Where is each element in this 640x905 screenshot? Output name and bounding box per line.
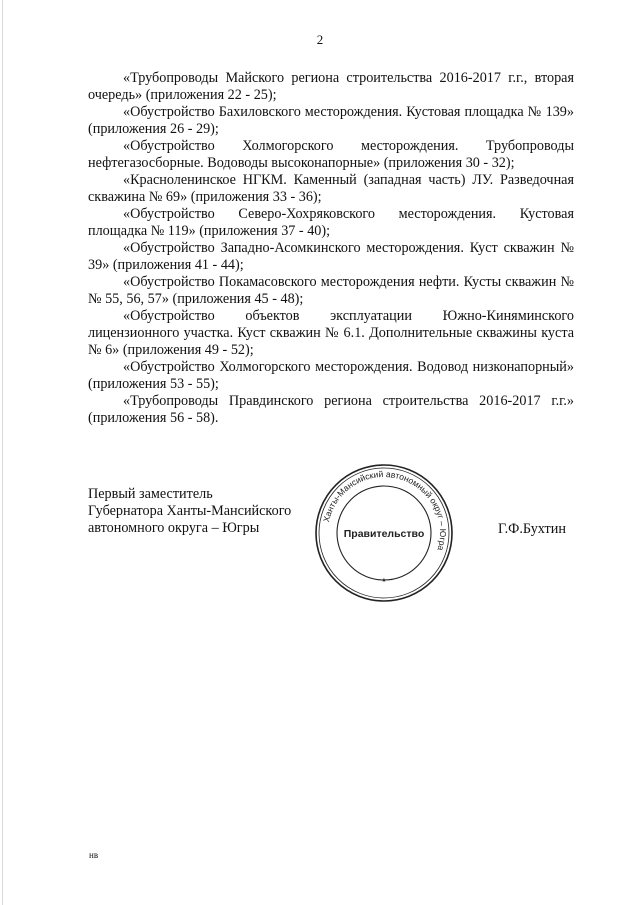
seal-center-text: Правительство	[343, 528, 425, 540]
scan-edge-line	[2, 0, 3, 905]
signatory-title-line: автономного округа – Югры	[88, 520, 260, 536]
footer-code: нв	[89, 850, 99, 860]
project-list	[88, 70, 574, 427]
official-seal	[312, 461, 456, 605]
project-item: «Красноленинское НГКМ. Каменный (западная часть) ЛУ. Разведочная скважина № 69» (приложения 33 - 36);	[88, 172, 574, 205]
project-item: «Обустройство Покамасовского месторождения нефти. Кусты скважин №№ 55, 56, 57» (приложения 45 - 48);	[88, 274, 574, 307]
signatory-name: Г.Ф.Бухтин	[498, 521, 566, 537]
project-item: «Обустройство объектов эксплуатации Южно-Киняминского лицензионного участка. Куст скважин № 6.1. Дополнительные скважины куста № 6» (приложения 49 - 52);	[88, 308, 574, 358]
project-item: «Трубопроводы Правдинского региона строительства 2016-2017 г.г.» (приложения 56 - 58).	[88, 393, 574, 426]
signatory-title-line: Первый заместитель	[88, 486, 213, 502]
signatory-title	[88, 486, 328, 537]
project-item: «Обустройство Северо-Хохряковского месторождения. Кустовая площадка № 119» (приложения 37 - 40);	[88, 206, 574, 239]
project-item: «Обустройство Холмогорского месторождения. Трубопроводы нефтегазосборные. Водоводы высоконапорные» (приложения 30 - 32);	[88, 138, 574, 171]
seal-ring-text: Ханты-Мансийский автономный округ – Югра	[321, 468, 449, 552]
project-item: «Обустройство Западно-Асомкинского месторождения. Куст скважин № 39» (приложения 41 - 44);	[88, 240, 574, 273]
project-item: «Трубопроводы Майского региона строительства 2016-2017 г.г., вторая очередь» (приложения 22 - 25);	[88, 70, 574, 103]
page-number: 2	[316, 32, 324, 47]
project-item: «Обустройство Бахиловского месторождения. Кустовая площадка № 139» (приложения 26 - 29);	[88, 104, 574, 137]
signatory-title-line: Губернатора Ханты-Мансийского	[88, 503, 292, 519]
project-item: «Обустройство Холмогорского месторождения. Водовод низконапорный» (приложения 53 - 55);	[88, 359, 574, 392]
seal-star-icon: ★	[381, 577, 387, 584]
